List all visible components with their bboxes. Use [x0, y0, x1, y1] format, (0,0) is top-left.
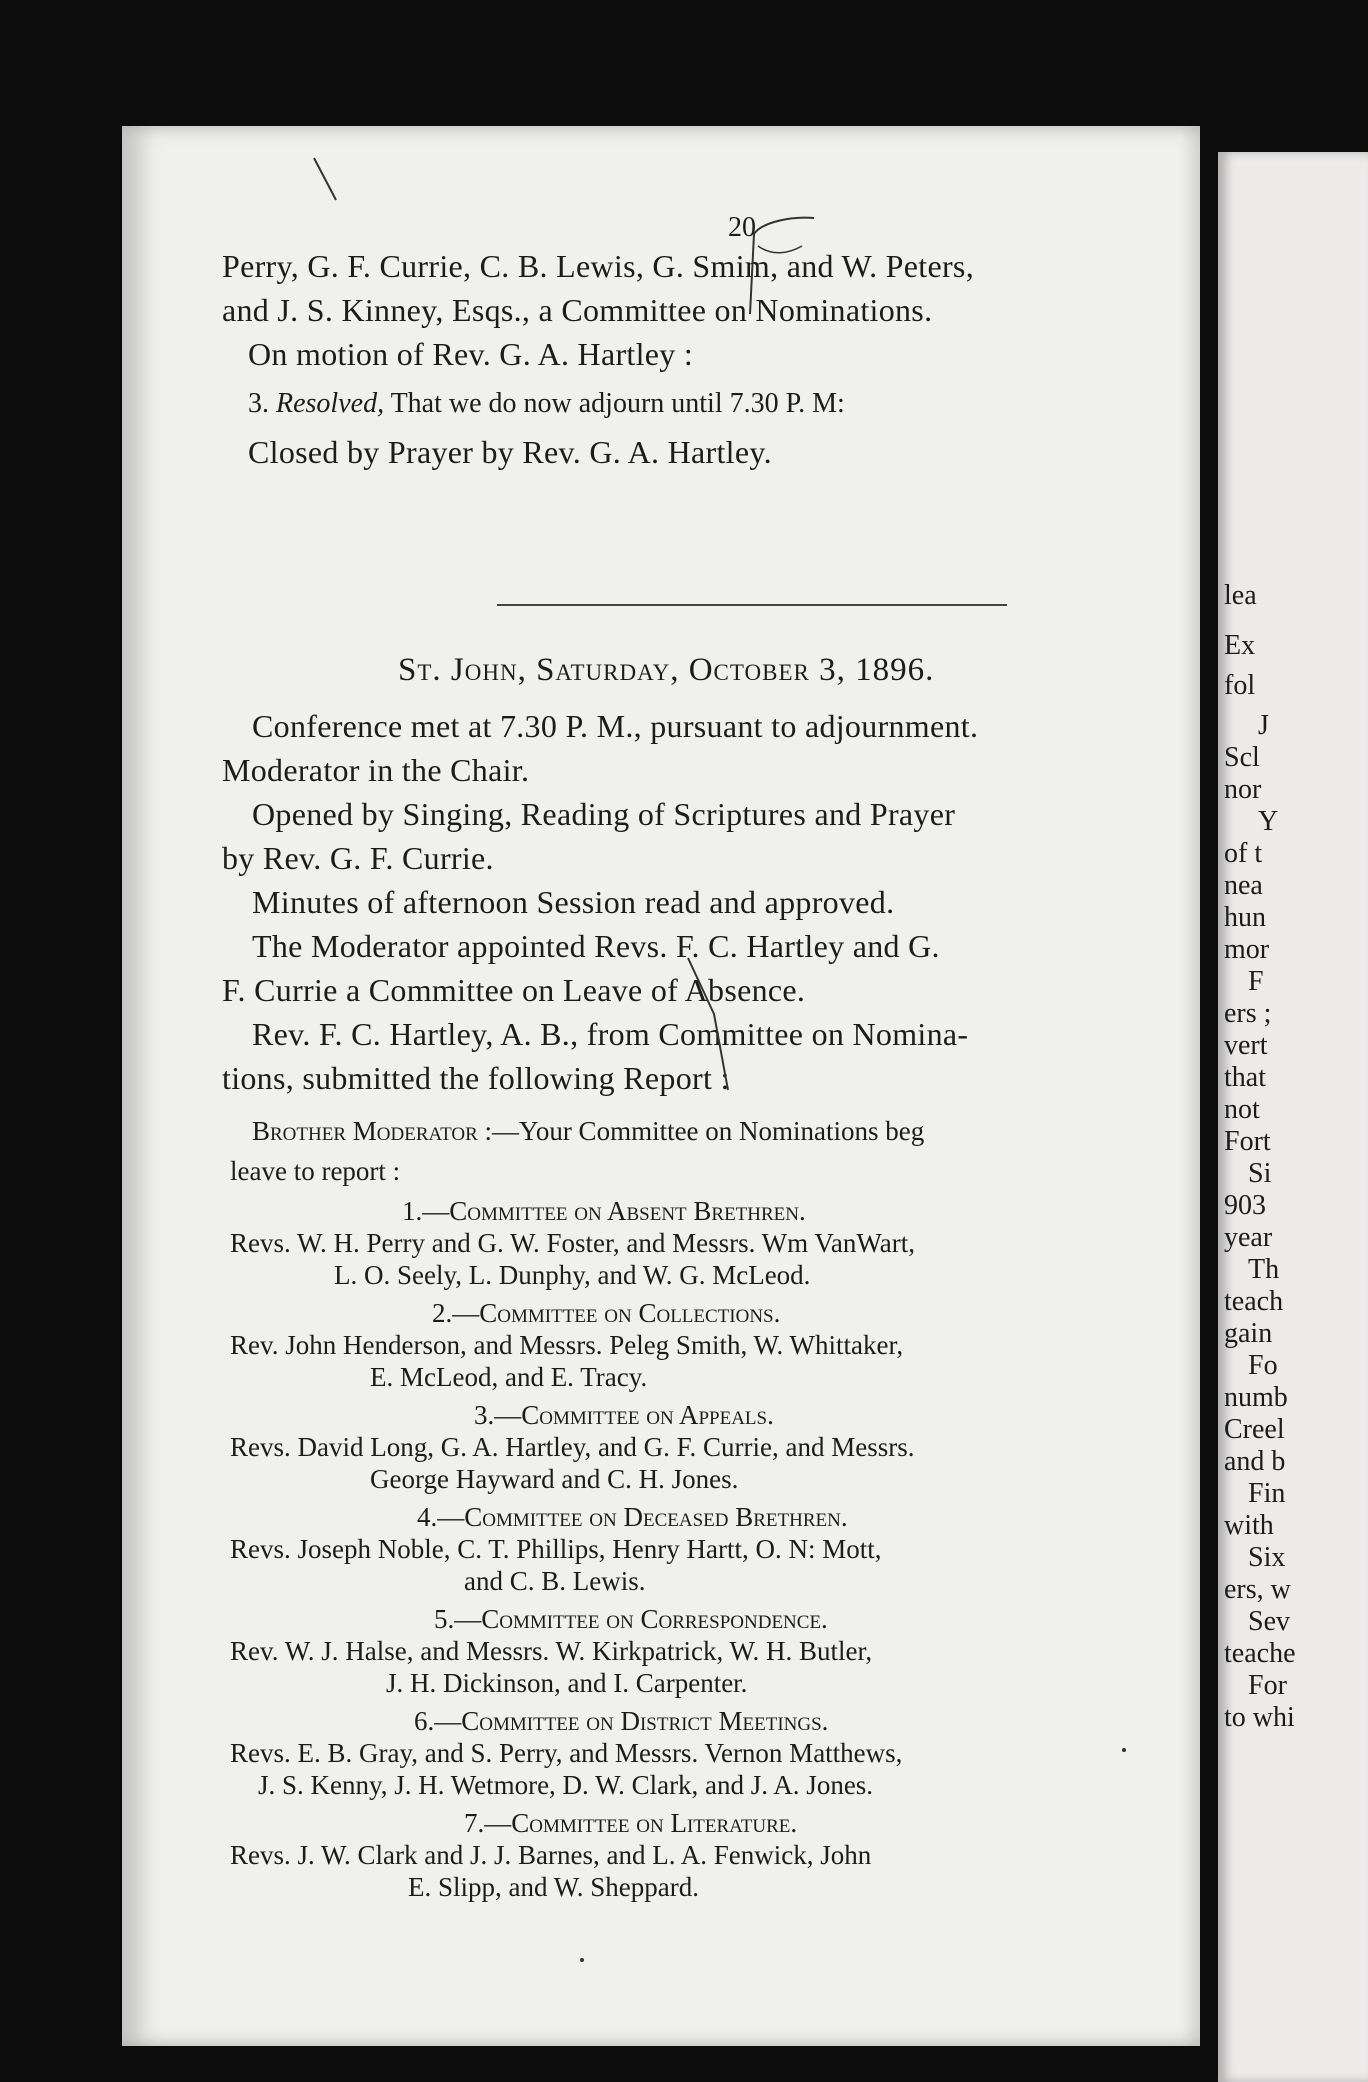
text-fragment: Fo [1248, 1350, 1278, 1381]
page-speck [1122, 1748, 1126, 1752]
text-fragment: Scl [1224, 742, 1260, 773]
section-heading: St. John, Saturday, October 3, 1896. [398, 652, 935, 688]
text-fragment: of t [1224, 838, 1263, 869]
text-fragment: Fin [1248, 1478, 1286, 1509]
text-fragment: Sev [1248, 1606, 1290, 1637]
text-line: and J. S. Kinney, Esqs., a Committee on Nominations. [222, 292, 933, 328]
pencil-mark [302, 126, 362, 206]
committee-members: Revs. E. B. Gray, and S. Perry, and Messrs. Vernon Matthews, [230, 1738, 903, 1768]
text-fragment: that [1224, 1062, 1266, 1093]
committee-members: J. H. Dickinson, and I. Carpenter. [386, 1668, 748, 1698]
committee-title: 6.—Committee on District Meetings. [414, 1706, 829, 1736]
book-page-right [1218, 152, 1368, 2082]
committee-title: 7.—Committee on Literature. [464, 1808, 798, 1838]
book-page-left [122, 126, 1200, 2046]
text-fragment: hun [1224, 902, 1266, 933]
section-divider [497, 604, 1007, 606]
report-intro-line-2: leave to report : [230, 1156, 401, 1186]
committee-title: 3.—Committee on Appeals. [474, 1400, 774, 1430]
text-line: tions, submitted the following Report : [222, 1060, 730, 1096]
page-number: 20 [728, 212, 756, 243]
committee-members: George Hayward and C. H. Jones. [370, 1464, 739, 1494]
text-fragment: lea [1224, 580, 1257, 611]
committee-members: Revs. David Long, G. A. Hartley, and G. F. Currie, and Messrs. [230, 1432, 915, 1462]
text-line: Moderator in the Chair. [222, 752, 530, 788]
text-fragment: gain [1224, 1318, 1273, 1349]
report-intro-text: :—Your Committee on Nominations beg [484, 1116, 925, 1146]
committee-members: J. S. Kenny, J. H. Wetmore, D. W. Clark, and J. A. Jones. [258, 1770, 874, 1800]
text-fragment: teach [1224, 1286, 1284, 1317]
text-fragment: nor [1224, 774, 1262, 805]
text-fragment: nea [1224, 870, 1263, 901]
committee-members: Revs. W. H. Perry and G. W. Foster, and Messrs. Wm VanWart, [230, 1228, 915, 1258]
text-line: F. Currie a Committee on Leave of Absence. [222, 972, 806, 1008]
text-fragment: teache [1224, 1638, 1296, 1669]
text-fragment: Fort [1224, 1126, 1271, 1157]
closing-prayer-line: Closed by Prayer by Rev. G. A. Hartley. [248, 434, 772, 470]
text-fragment: not [1224, 1094, 1260, 1125]
committee-title: 5.—Committee on Correspondence. [434, 1604, 828, 1634]
text-fragment: mor [1224, 934, 1270, 965]
pencil-mark [702, 196, 822, 326]
text-line: Conference met at 7.30 P. M., pursuant to adjournment. [252, 708, 979, 744]
text-fragment: Ex [1224, 630, 1256, 661]
text-fragment: For [1248, 1670, 1287, 1701]
committee-members: Revs. Joseph Noble, C. T. Phillips, Henry Hartt, O. N: Mott, [230, 1534, 882, 1564]
text-fragment: F [1248, 966, 1264, 997]
resolution-line [248, 388, 845, 420]
committee-members: and C. B. Lewis. [464, 1566, 646, 1596]
text-fragment: to whi [1224, 1702, 1295, 1733]
text-line: Minutes of afternoon Session read and approved. [252, 884, 895, 920]
page-speck [580, 1958, 584, 1962]
committee-title: 4.—Committee on Deceased Brethren. [417, 1502, 848, 1532]
text-fragment: ers, w [1224, 1574, 1291, 1605]
text-fragment: Creel [1224, 1414, 1285, 1445]
text-fragment: and b [1224, 1446, 1286, 1477]
text-fragment: with [1224, 1510, 1274, 1541]
text-line: Opened by Singing, Reading of Scriptures and Prayer [252, 796, 956, 832]
resolution-time: P. M: [785, 388, 845, 419]
text-fragment: ers ; [1224, 998, 1272, 1029]
text-fragment: numb [1224, 1382, 1288, 1413]
pencil-mark [682, 950, 742, 1110]
resolution-number: 3. [248, 388, 269, 419]
text-line: by Rev. G. F. Currie. [222, 840, 494, 876]
committee-members: Revs. J. W. Clark and J. J. Barnes, and L. A. Fenwick, John [230, 1840, 872, 1870]
committee-members: L. O. Seely, L. Dunphy, and W. G. McLeod. [334, 1260, 811, 1290]
text-fragment: Si [1248, 1158, 1272, 1189]
report-intro-line [252, 1116, 924, 1147]
text-line: The Moderator appointed Revs. F. C. Hartley and G. [252, 928, 940, 964]
committee-members: E. Slipp, and W. Sheppard. [408, 1872, 699, 1902]
text-fragment: Th [1248, 1254, 1280, 1285]
text-fragment: vert [1224, 1030, 1268, 1061]
resolution-text: That we do now adjourn until 7.30 [390, 388, 779, 419]
text-fragment: Y [1258, 806, 1279, 837]
committee-title: 2.—Committee on Collections. [432, 1298, 781, 1328]
text-fragment: fol [1224, 670, 1256, 701]
text-fragment: Six [1248, 1542, 1286, 1573]
text-fragment: J [1258, 710, 1269, 741]
text-fragment: 903 [1224, 1190, 1266, 1221]
text-line: Rev. F. C. Hartley, A. B., from Committee on Nomina- [252, 1016, 969, 1052]
committee-title: 1.—Committee on Absent Brethren. [402, 1196, 806, 1226]
text-line: Perry, G. F. Currie, C. B. Lewis, G. Smim, and W. Peters, [222, 248, 974, 284]
text-fragment: year [1224, 1222, 1273, 1253]
committee-members: Rev. W. J. Halse, and Messrs. W. Kirkpatrick, W. H. Butler, [230, 1636, 873, 1666]
resolution-word: Resolved, [276, 388, 385, 419]
committee-members: Rev. John Henderson, and Messrs. Peleg Smith, W. Whittaker, [230, 1330, 904, 1360]
report-salutation: Brother Moderator [252, 1116, 478, 1146]
text-line: On motion of Rev. G. A. Hartley : [248, 336, 694, 372]
committee-members: E. McLeod, and E. Tracy. [370, 1362, 648, 1392]
